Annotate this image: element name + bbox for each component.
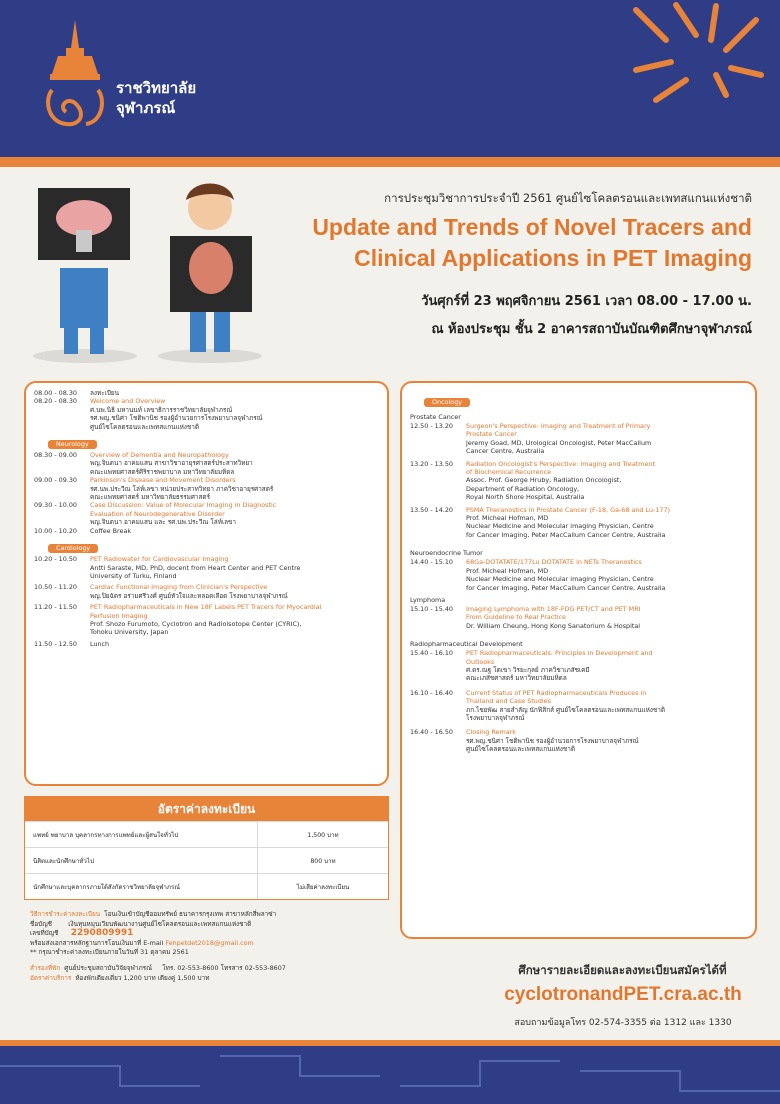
schedule-row: 10.20 - 10.50 PET Radiowater for Cardiovascular Imaging	[34, 555, 229, 564]
deadline-note: ** กรุณาชำระค่าลงทะเบียนภายในวันที่ 31 ตุลาคม 2561	[30, 948, 189, 957]
schedule-row: 09.30 - 10.00 Case Discussion: Value of Molecular Imaging in Diagnostic	[34, 501, 277, 510]
registration-fee-table	[24, 796, 389, 900]
conference-subtitle: การประชุมวิชาการประจำปี 2561 ศูนย์ไซโคลตรอนและเพทสแกนแห่งชาติ	[384, 191, 752, 205]
schedule-row: 10.50 - 11.20 Cardiac Functional Imaging from Clinician's Perspective	[34, 583, 268, 592]
subsection-neuroendocrine: Neuroendocrine Tumor	[410, 549, 483, 558]
accommodation-line: สำรองที่พัก ศูนย์ประชุมสถาบันวิจัยจุฬาภรณ์ โทร. 02-553-8600 โทรสาร 02-553-8607	[30, 963, 286, 972]
schedule-row: 09.00 - 09.30 Parkinson's Disease and Movement Disorders	[34, 476, 236, 485]
schedule-row: 10.00 - 10.20 Coffee Break	[34, 526, 132, 535]
schedule-row: 08.00 - 08.30 ลงทะเบียน	[34, 389, 120, 397]
conference-title-line1: Update and Trends of Novel Tracers and	[312, 214, 752, 240]
room-rate-line: อัตราค่าบริการ ห้องพักเตียงเดี่ยว 1,200 บาท เตียงคู่ 1,500 บาท	[30, 973, 210, 982]
doctor-patient-illustration-icon	[20, 178, 280, 368]
institution-name-line2: จุฬาภรณ์	[116, 99, 176, 117]
schedule-row: 13.50 - 14.20 PSMA Theranostics in Prostate Cancer (F-18, Ga-68 and Lu-177)	[410, 505, 671, 514]
schedule-row: 08.20 - 08.30 Welcome and Overview	[34, 397, 166, 406]
schedule-row: 11.50 - 12.50 Lunch	[34, 639, 110, 648]
institution-logo-icon	[40, 18, 110, 138]
institution-name-line1: ราชวิทยาลัย	[116, 79, 197, 97]
section-tag-oncology: Oncology	[424, 398, 470, 407]
fee-row: นักศึกษาและบุคลากรภายใต้สังกัดราชวิทยาลัยจุฬาภรณ์ ไม่เสียค่าลงทะเบียน	[25, 873, 388, 899]
subsection-lymphoma: Lymphoma	[410, 595, 446, 604]
fee-row: แพทย์ พยาบาล บุคลากรทางการแพทย์และผู้สนใจทั่วไป 1,500 บาท	[25, 821, 388, 847]
schedule-row: 16.40 - 16.50 Closing Remark	[410, 728, 516, 737]
fee-table-header: อัตราค่าลงทะเบียน	[25, 797, 388, 821]
schedule-row: 08.30 - 09.00 Overview of Dementia and Neuropathology	[34, 451, 229, 460]
footer-band	[0, 1046, 780, 1104]
section-tag-cardiology: Cardiology	[48, 544, 98, 553]
schedule-row: 11.20 - 11.50 PET Radiopharmaceuticals in New 18F Labels PET Tracers for Myocardial	[34, 603, 322, 612]
schedule-row: 13.20 - 13.50 Radiation Oncologist's Perspective: Imaging and Treatment	[410, 459, 655, 468]
schedule-row: 14.40 - 15.10 68Ga-DOTATATE/177Lu DOTATATE in NETs Theranostics	[410, 558, 642, 567]
section-tag-neurology: Neurology	[48, 440, 97, 449]
schedule-morning-panel: 08.00 - 08.30 ลงทะเบียน 08.20 - 08.30 Welcome and Overview ศ.นพ.นิธิ มหานนท์ เลขาธิการราชวิทยาลัยจุฬาภรณ์ รศ.พญ.ชนิศา โชติพานิช รองผู้อำนวยการโรงพยาบาลจุฬาภรณ์ ศูนย์ไซโคลตรอนและเพทสแกนแห่งชาติ Neurology 08.30 - 09.00 Overview of Dementia and Neuropathology พญ.จินตนา อาคมแสน สาขาวิชาอายุรศาสตร์ประสาทวิทยา คณะแพทยศาสตร์ศิริราชพยาบาล มหาวิทยาลัยมหิดล 09.00 - 09.30 Parkinson's Disease and Movement Disorders รศ.นพ.ประวีณ โล่ห์เลขา หน่วยประสาทวิทยา ภาควิชาอายุรศาสตร์ คณะแพทยศาสตร์ มหาวิทยาลัยธรรมศาสตร์ 09.30 - 10.00 Case Discussion: Value of Molecular Imaging in Diagnostic Evaluation of Neurodegenerative Disorder พญ.จินตนา อาคมแสน และ รศ.นพ.ประวีณ โล่ห์เลขา 10.00 - 10.20 Coffee Break Cardiology 10.20 - 10.50 PET Radiowater for Cardiovascular Imaging Antti Saraste, MD, PhD, docent from Heart Center and PET Centre University of Turku, Finland 10.50 - 11.20 Cardiac Functional Imaging from Clinician's Perspective พญ.ปิยฉัตร อร่ามศรีวงศ์ ศูนย์หัวใจและหลอดเลือด โรงพยาบาลจุฬาภรณ์ 11.20 - 11.50 PET Radiopharmaceuticals in New 18F Labels PET Tracers for Myocardial Perfusion Imaging Prof. Shozo Furumoto, Cyclotron and Radioisotope Center (CYRIC), Tohoku University, Japan 11.50 - 12.50 Lunch	[24, 381, 389, 786]
header-banner	[0, 0, 780, 160]
email-line: พร้อมส่งเอกสารหลักฐานการโอนเงินมาที่ E-mail Fehpetdet2018@gmail.com	[30, 938, 254, 947]
account-number-line: เลขที่บัญชี 2290809991	[30, 928, 134, 939]
account-name-line: ชื่อบัญชี เงินทุนหมุนเวียนพัฒนางานศูนย์ไซโคลตรอนและเพทสแกนแห่งชาติ	[30, 919, 252, 928]
fee-row: นิสิตและนักศึกษาทั่วไป 800 บาท	[25, 847, 388, 873]
institution-name	[116, 78, 196, 118]
payment-email-link[interactable]: Fehpetdet2018@gmail.com	[165, 938, 254, 947]
registration-contact: สอบถามข้อมูลโทร 02-574-3355 ต่อ 1312 และ 1330	[514, 1018, 732, 1028]
registration-note: ศึกษารายละเอียดและลงทะเบียนสมัครได้ที่	[518, 963, 727, 977]
registration-website-link[interactable]: cyclotronandPET.cra.ac.th	[504, 984, 742, 1005]
circuit-pattern-icon	[0, 1046, 780, 1104]
schedule-afternoon-panel: Oncology Prostate Cancer 12.50 - 13.20 Surgeon's Perspective: Imaging and Treatment of Primary Prostate Cancer Jeremy Goad, MD, Urological Oncologist, Peter MacCallum Cancer Centre, Australia 13.20 - 13.50 Radiation Oncologist's Perspective: Imaging and Treatment of Biochemical Recurrence Assoc. Prof. George Hruby, Radiation Oncologist, Department of Radiation Oncology, Royal North Shore Hospital, Australia 13.50 - 14.20 PSMA Theranostics in Prostate Cancer (F-18, Ga-68 and Lu-177) Prof. Micheal Hofman, MD Nuclear Medicine and Molecular imaging Physician, Centre for Cancer Imaging, Peter MacCallum Cancer Centre, Australia Neuroendocrine Tumor 14.40 - 15.10 68Ga-DOTATATE/177Lu DOTATATE in NETs Theranostics Prof. Micheal Hofman, MD Nuclear Medicine and Molecular imaging Physician, Centre for Cancer Imaging, Peter MacCallum Cancer Centre, Australia Lymphoma 15.10 - 15.40 Imaging Lymphoma with 18F-FDG PET/CT and PET MRI From Guideline to Real Practice Dr. William Cheung, Hong Kong Sanatorium & Hospital Radiopharmaceutical Development 15.40 - 16.10 PET Radiopharmaceuticals: Principles in Development and Outlooks ศ.ดร.ณฐ โตเขา วิรยะกุลย์ ภาควิชาเภสัชเคมี คณะเภสัชศาสตร์ มหาวิทยาลัยมหิดล 16.10 - 16.40 Current Status of PET Radiopharmaceuticals Produces in Thailand and Case Studies ภก.ไชยพัฒ สายสำลัญ นักฟิสิกส์ ศูนย์ไซโคลตรอนและเพทสแกนแห่งชาติ โรงพยาบาลจุฬาภรณ์ 16.40 - 16.50 Closing Remark รศ.พญ.ชนิศา โชติพานิช รองผู้อำนวยการโรงพยาบาลจุฬาภรณ์ ศูนย์ไซโคลตรอนและเพทสแกนแห่งชาติ	[400, 381, 757, 939]
conference-title-line2: Clinical Applications in PET Imaging	[354, 245, 752, 271]
conference-title	[282, 212, 752, 274]
decorative-swirl-icon	[616, 0, 766, 110]
conference-venue: ณ ห้องประชุม ชั้น 2 อาคารสถาบันบัณฑิตศึกษาจุฬาภรณ์	[431, 322, 752, 337]
payment-method-line: วิธีการชำระค่าลงทะเบียน โอนเงินเข้าบัญชีออมทรัพย์ ธนาคารกรุงเทพ สาขาหลักสี่พลาซ่า	[30, 910, 277, 918]
schedule-row: 15.10 - 15.40 Imaging Lymphoma with 18F-FDG PET/CT and PET MRI	[410, 604, 641, 613]
subsection-prostate: Prostate Cancer	[410, 413, 461, 421]
account-number: 2290809991	[70, 928, 134, 939]
schedule-row: 16.10 - 16.40 Current Status of PET Radiopharmaceuticals Produces in	[410, 688, 647, 697]
header-stripe	[0, 157, 780, 167]
schedule-row: 15.40 - 16.10 PET Radiopharmaceuticals: Principles in Development and	[410, 649, 653, 658]
payment-info	[30, 910, 390, 983]
conference-date: วันศุกร์ที่ 23 พฤศจิกายน 2561 เวลา 08.00 - 17.00 น.	[421, 294, 752, 309]
schedule-row: 12.50 - 13.20 Surgeon's Perspective: Imaging and Treatment of Primary	[410, 422, 651, 430]
subsection-radiopharmaceutical: Radiopharmaceutical Development	[410, 640, 523, 649]
